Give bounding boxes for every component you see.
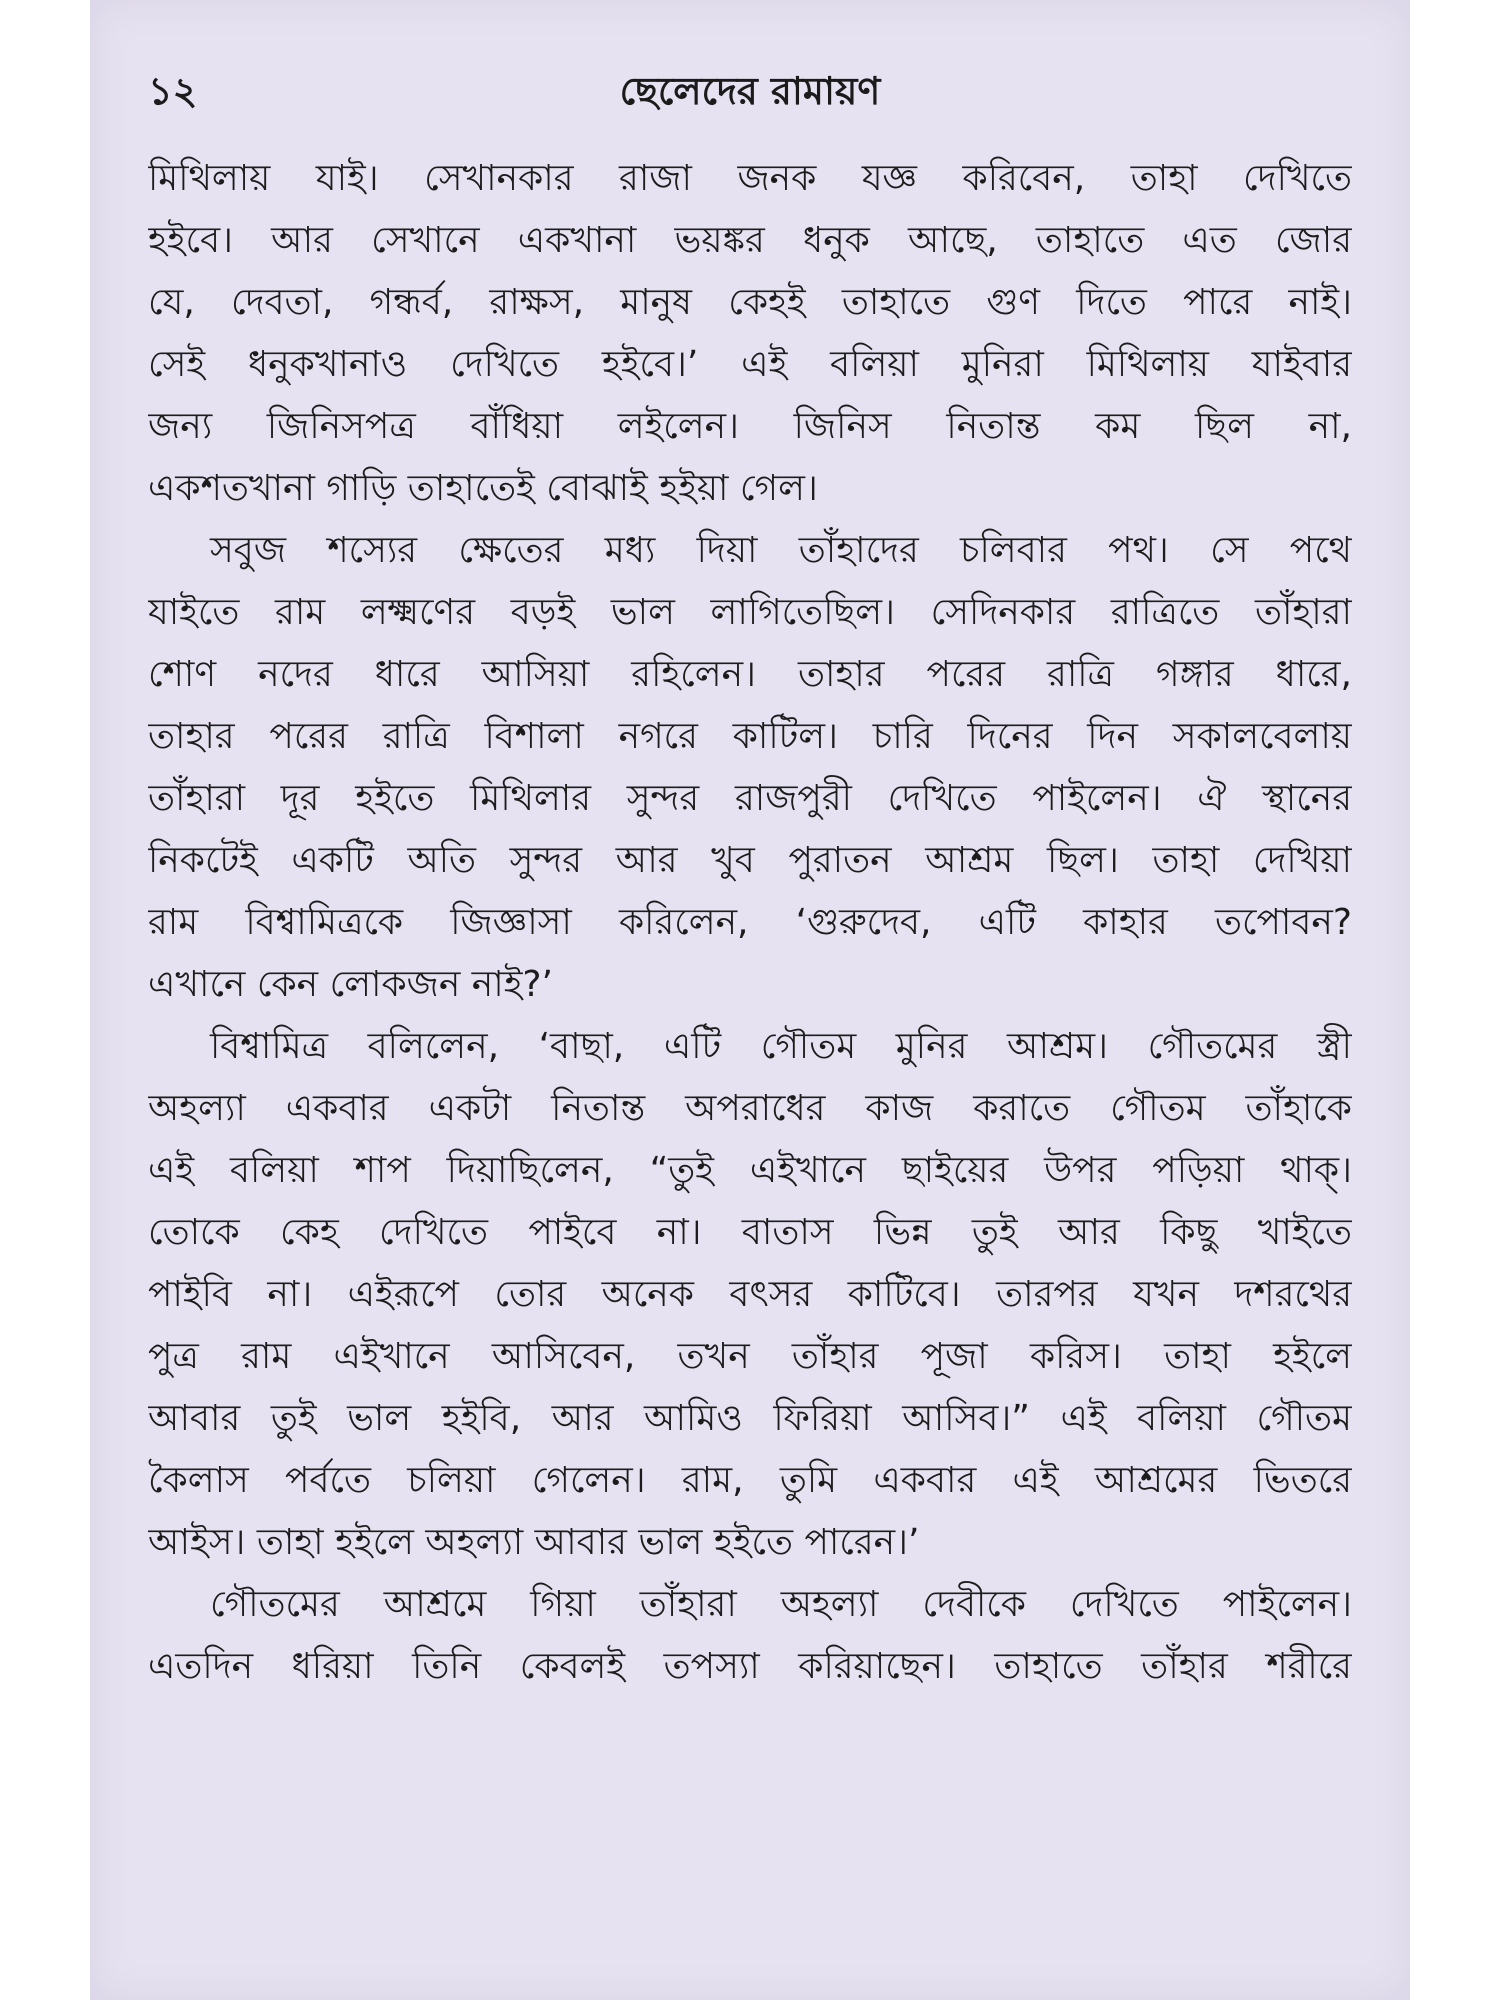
text-line: এখানে কেন লোকজন নাই?’ [148, 964, 553, 1005]
text-line: সবুজ শস্যের ক্ষেতের মধ্য দিয়া তাঁহাদের চলিবার পথ। সে পথে [210, 530, 1352, 571]
text-line: আবার তুই ভাল হইবি, আর আমিও ফিরিয়া আসিব।” এই বলিয়া গৌতম [148, 1398, 1352, 1439]
text-line: পাইবি না। এইরূপে তোর অনেক বৎসর কাটিবে। তারপর যখন দশরথের [148, 1274, 1352, 1315]
text-line: তাঁহারা দূর হইতে মিথিলার সুন্দর রাজপুরী দেখিতে পাইলেন। ঐ স্থানের [148, 778, 1352, 819]
text-line: অহল্যা একবার একটা নিতান্ত অপরাধের কাজ করাতে গৌতম তাঁহাকে [148, 1088, 1352, 1129]
text-line: জন্য জিনিসপত্র বাঁধিয়া লইলেন। জিনিস নিতান্ত কম ছিল না, [148, 406, 1352, 447]
text-line: কৈলাস পর্বতে চলিয়া গেলেন। রাম, তুমি একবার এই আশ্রমের ভিতরে [148, 1460, 1352, 1501]
page-body [148, 148, 1352, 1698]
running-title: ছেলেদের রামায়ণ [619, 68, 881, 113]
text-line: বিশ্বামিত্র বলিলেন, ‘বাছা, এটি গৌতম মুনির আশ্রম। গৌতমের স্ত্রী [210, 1026, 1352, 1067]
text-line: এই বলিয়া শাপ দিয়াছিলেন, “তুই এইখানে ছাইয়ের উপর পড়িয়া থাক্। [148, 1150, 1352, 1191]
text-line: রাম বিশ্বামিত্রকে জিজ্ঞাসা করিলেন, ‘গুরুদেব, এটি কাহার তপোবন? [148, 902, 1352, 943]
text-line: নিকটেই একটি অতি সুন্দর আর খুব পুরাতন আশ্রম ছিল। তাহা দেখিয়া [148, 840, 1352, 881]
paragraph-2 [148, 520, 1352, 1016]
paragraph-3 [148, 1016, 1352, 1574]
text-line: পুত্র রাম এইখানে আসিবেন, তখন তাঁহার পূজা করিস। তাহা হইলে [148, 1336, 1352, 1377]
text-line: এতদিন ধরিয়া তিনি কেবলই তপস্যা করিয়াছেন। তাহাতে তাঁহার শরীরে [148, 1646, 1352, 1687]
text-line: শোণ নদের ধারে আসিয়া রহিলেন। তাহার পরের রাত্রি গঙ্গার ধারে, [148, 654, 1352, 695]
text-line: মিথিলায় যাই। সেখানকার রাজা জনক যজ্ঞ করিবেন, তাহা দেখিতে [148, 158, 1352, 199]
text-line: তাহার পরের রাত্রি বিশালা নগরে কাটিল। চারি দিনের দিন সকালবেলায় [148, 716, 1352, 757]
text-line: সেই ধনুকখানাও দেখিতে হইবে।’ এই বলিয়া মুনিরা মিথিলায় যাইবার [148, 344, 1352, 385]
paragraph-4 [148, 1574, 1352, 1698]
text-line: হইবে। আর সেখানে একখানা ভয়ঙ্কর ধনুক আছে, তাহাতে এত জোর [148, 220, 1352, 261]
page-number: ১২ [148, 68, 198, 113]
paragraph-1 [148, 148, 1352, 520]
text-line: তোকে কেহ দেখিতে পাইবে না। বাতাস ভিন্ন তুই আর কিছু খাইতে [148, 1212, 1352, 1253]
text-line: যে, দেবতা, গন্ধর্ব, রাক্ষস, মানুষ কেহই তাহাতে গুণ দিতে পারে নাই। [148, 282, 1352, 323]
text-line: একশতখানা গাড়ি তাহাতেই বোঝাই হইয়া গেল। [148, 468, 818, 509]
text-line: আইস। তাহা হইলে অহল্যা আবার ভাল হইতে পারেন।’ [148, 1522, 920, 1563]
text-line: যাইতে রাম লক্ষ্মণের বড়ই ভাল লাগিতেছিল। সেদিনকার রাত্রিতে তাঁহারা [148, 592, 1352, 633]
text-line: গৌতমের আশ্রমে গিয়া তাঁহারা অহল্যা দেবীকে দেখিতে পাইলেন। [210, 1584, 1352, 1625]
